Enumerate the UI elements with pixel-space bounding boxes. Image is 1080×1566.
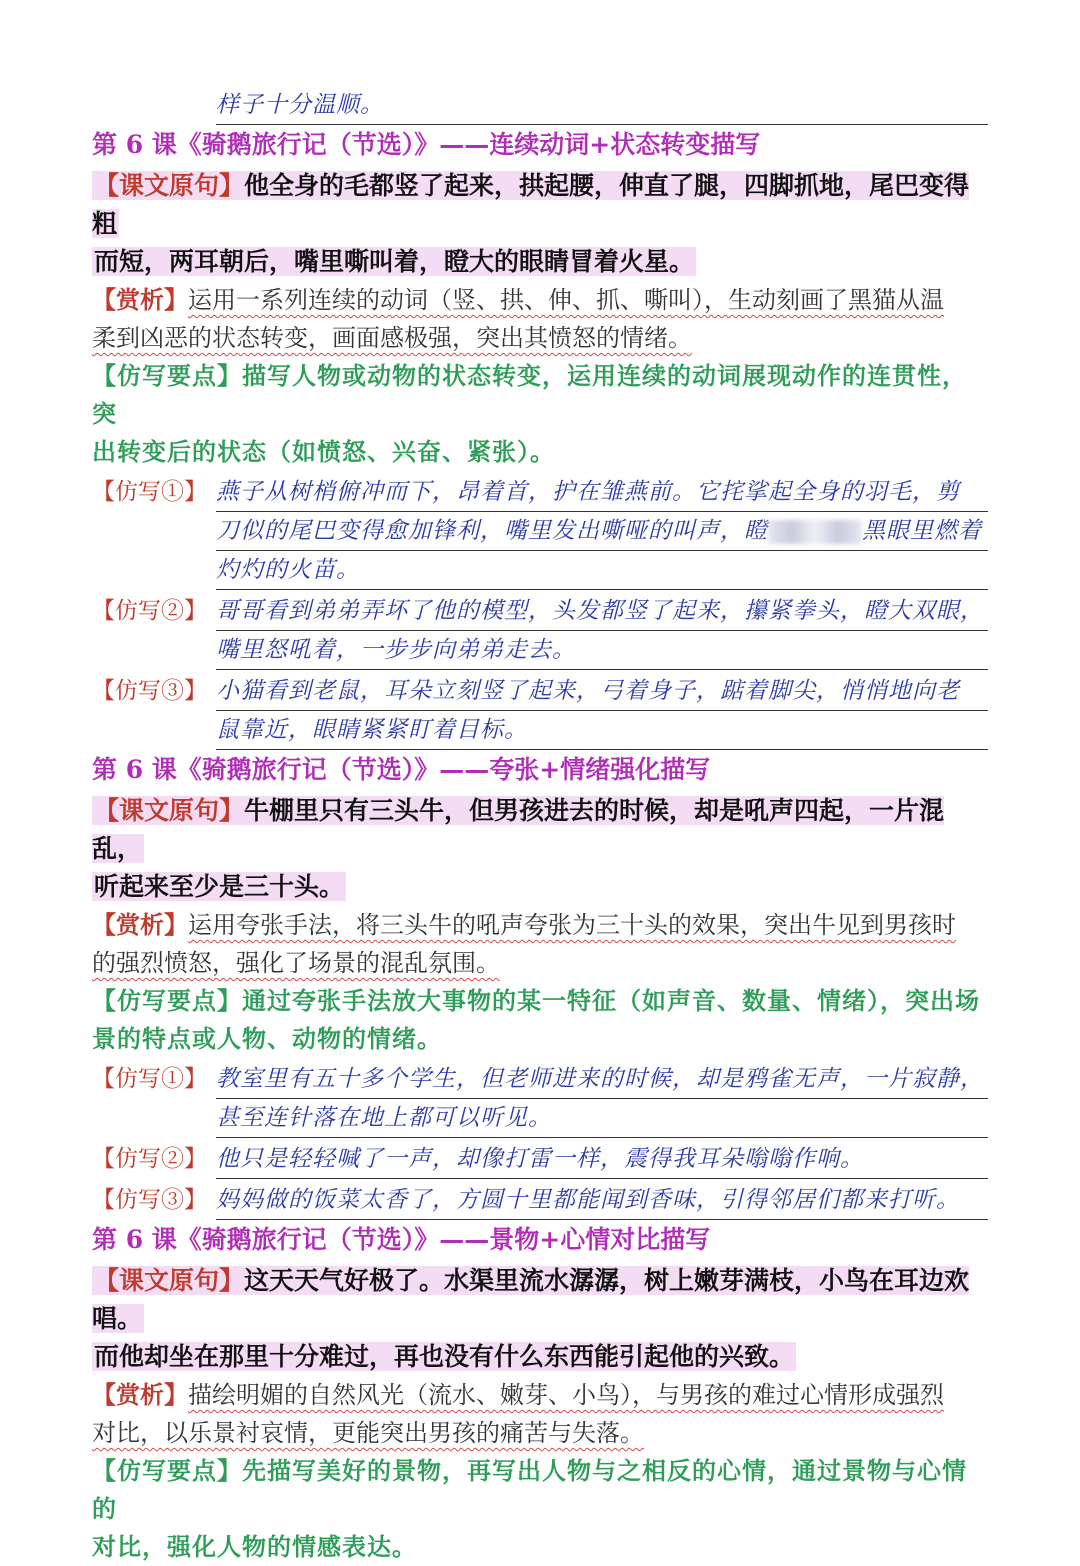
analysis-1 bbox=[92, 281, 988, 357]
orig-label: 【课文原句】 bbox=[94, 1266, 245, 1295]
points-label: 【仿写要点】 bbox=[92, 1456, 242, 1485]
blurred-region bbox=[768, 520, 862, 544]
points-text: 景的特点或人物、动物的情绪。 bbox=[92, 1024, 442, 1053]
imitation-text: 灼灼的火苗。 bbox=[216, 551, 988, 590]
imitation-2-3 bbox=[92, 1181, 988, 1220]
imitation-text: 嘴里怒吼着，一步步向弟弟走去。 bbox=[216, 631, 988, 670]
continuation-line: 样子十分温顺。 bbox=[216, 86, 988, 125]
top-continuation bbox=[92, 86, 988, 125]
orig-sentence-2 bbox=[92, 792, 988, 906]
orig-text: 而他却坐在那里十分难过，再也没有什么东西能引起他的兴致。 bbox=[94, 1342, 795, 1371]
analysis-text: 描绘明媚的自然风光（流水、嫩芽、小鸟），与男孩的难过心情形成强烈 bbox=[188, 1381, 944, 1409]
analysis-text: 柔到凶恶的状态转变，画面感极强，突出其愤怒的情绪。 bbox=[92, 324, 692, 352]
analysis-label: 【赏析】 bbox=[92, 1380, 188, 1409]
imitation-label: 【仿写③】 bbox=[92, 678, 207, 704]
imitation-text: 燕子从树梢俯冲而下，昂着首，护在雏燕前。它挓挲起全身的羽毛，剪 bbox=[216, 473, 988, 512]
points-text: 通过夸张手法放大事物的某一特征（如声音、数量、情绪），突出场 bbox=[242, 986, 980, 1015]
imitation-text: 教室里有五十多个学生，但老师进来的时候，却是鸦雀无声，一片寂静， bbox=[216, 1060, 988, 1099]
points-3 bbox=[92, 1452, 988, 1566]
imitation-text: 哥哥看到弟弟弄坏了他的模型，头发都竖了起来，攥紧拳头，瞪大双眼， bbox=[216, 592, 988, 631]
imitation-text: 妈妈做的饭菜太香了，方圆十里都能闻到香味，引得邻居们都来打听。 bbox=[216, 1181, 988, 1220]
orig-sentence-1 bbox=[92, 167, 988, 281]
points-text: 出转变后的状态（如愤怒、兴奋、紧张）。 bbox=[92, 437, 555, 466]
imitation-2-2 bbox=[92, 1140, 988, 1179]
analysis-label: 【赏析】 bbox=[92, 285, 188, 314]
orig-text: 牛棚里只有三头牛，但男孩进去的时候，却是吼声四起，一片混乱， bbox=[92, 796, 945, 863]
orig-text: 而短，两耳朝后，嘴里嘶叫着，瞪大的眼睛冒着火星。 bbox=[94, 247, 695, 276]
imitation-1-2 bbox=[92, 592, 988, 670]
points-label: 【仿写要点】 bbox=[92, 361, 242, 390]
analysis-text: 运用夸张手法，将三头牛的吼声夸张为三十头的效果，突出牛见到男孩时 bbox=[188, 911, 956, 939]
section-title-1: 第 6 课《骑鹅旅行记（节选）》——连续动词+状态转变描写 bbox=[92, 130, 761, 159]
orig-text: 听起来至少是三十头。 bbox=[94, 872, 345, 901]
analysis-3 bbox=[92, 1376, 988, 1452]
orig-text: 他全身的毛都竖了起来，拱起腰，伸直了腿，四脚抓地，尾巴变得粗 bbox=[92, 171, 970, 238]
points-text: 先描写美好的景物，再写出人物与之相反的心情，通过景物与心情的 bbox=[92, 1456, 967, 1523]
analysis-2 bbox=[92, 906, 988, 982]
orig-text: 这天天气好极了。水渠里流水潺潺，树上嫩芽满枝，小鸟在耳边欢唱。 bbox=[92, 1266, 970, 1333]
orig-label: 【课文原句】 bbox=[94, 796, 245, 825]
points-text: 对比，强化人物的情感表达。 bbox=[92, 1532, 417, 1561]
imitation-label: 【仿写①】 bbox=[92, 479, 207, 505]
points-label: 【仿写要点】 bbox=[92, 986, 242, 1015]
points-1 bbox=[92, 357, 988, 471]
imitation-text: 鼠靠近，眼睛紧紧盯着目标。 bbox=[216, 711, 988, 750]
analysis-text: 运用一系列连续的动词（竖、拱、伸、抓、嘶叫），生动刻画了黑猫从温 bbox=[188, 286, 944, 314]
imitation-text: 小猫看到老鼠，耳朵立刻竖了起来，弓着身子，踮着脚尖，悄悄地向老 bbox=[216, 672, 988, 711]
imitation-text: 刀似的尾巴变得愈加锋利，嘴里发出嘶哑的叫声，瞪 黑眼里燃着 bbox=[216, 512, 988, 551]
orig-sentence-3 bbox=[92, 1262, 988, 1376]
points-2 bbox=[92, 982, 988, 1058]
analysis-text: 的强烈愤怒，强化了场景的混乱氛围。 bbox=[92, 949, 500, 977]
imitation-1-1 bbox=[92, 473, 988, 590]
section-title-3: 第 6 课《骑鹅旅行记（节选）》——景物+心情对比描写 bbox=[92, 1225, 711, 1254]
orig-label: 【课文原句】 bbox=[94, 171, 245, 200]
imitation-1-3 bbox=[92, 672, 988, 750]
points-text: 描写人物或动物的状态转变，运用连续的动词展现动作的连贯性，突 bbox=[92, 361, 967, 428]
imitation-label: 【仿写①】 bbox=[92, 1066, 207, 1092]
analysis-label: 【赏析】 bbox=[92, 910, 188, 939]
analysis-text: 对比，以乐景衬哀情，更能突出男孩的痛苦与失落。 bbox=[92, 1419, 644, 1447]
imitation-label: 【仿写②】 bbox=[92, 598, 207, 624]
imitation-label: 【仿写②】 bbox=[92, 1146, 207, 1172]
imitation-text: 他只是轻轻喊了一声，却像打雷一样，震得我耳朵嗡嗡作响。 bbox=[216, 1140, 988, 1179]
imitation-2-1 bbox=[92, 1060, 988, 1138]
imitation-text: 甚至连针落在地上都可以听见。 bbox=[216, 1099, 988, 1138]
imitation-label: 【仿写③】 bbox=[92, 1187, 207, 1213]
section-title-2: 第 6 课《骑鹅旅行记（节选）》——夸张+情绪强化描写 bbox=[92, 755, 711, 784]
